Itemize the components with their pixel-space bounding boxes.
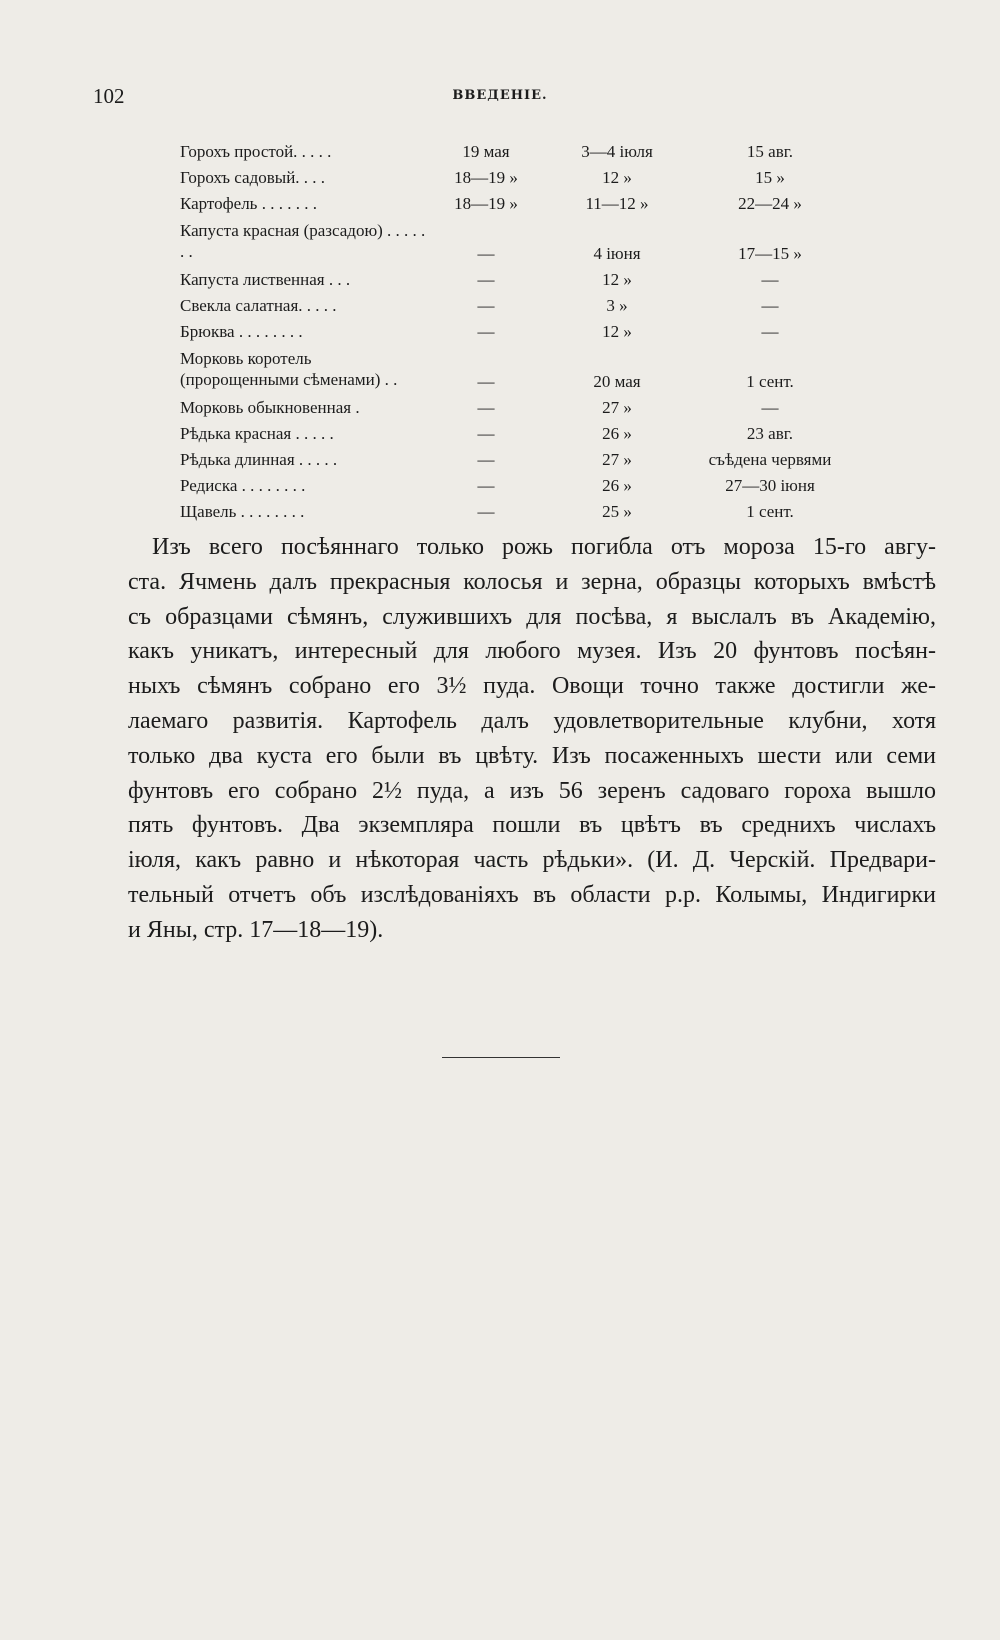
paragraph-line: лаемаго развитія. Картофель далъ удовлетворительные клубни, хотя xyxy=(128,707,936,734)
table-row xyxy=(180,288,848,314)
crop-name-text: Морковь обыкновенная . xyxy=(180,398,360,417)
table-row xyxy=(180,262,848,288)
paragraph-line: какъ уникатъ, интересный для любого музея. Изъ 20 фунтовъ посѣян- xyxy=(128,638,936,665)
sprouting-date xyxy=(542,314,692,340)
result-date-text: — xyxy=(761,270,779,289)
sprouting-date-text: 25 » xyxy=(602,502,632,521)
crop-name xyxy=(180,212,430,262)
result-date-text: 1 сент. xyxy=(746,372,794,391)
sprouting-date-text: 12 » xyxy=(602,270,632,289)
running-title: ВВЕДЕНІЕ. xyxy=(452,88,548,103)
result-date xyxy=(692,314,848,340)
crop-name-text: Капуста красная (разсадою) . . . . . . . xyxy=(180,220,426,261)
crop-name xyxy=(180,186,430,212)
crop-name-text: Брюква . . . . . . . . xyxy=(180,322,303,341)
crop-table-body xyxy=(180,134,848,520)
paragraph-line: съ образцами сѣмянъ, служившихъ для посѣва, я выслалъ въ Академію, xyxy=(128,603,936,630)
crop-name xyxy=(180,314,430,340)
sowing-date xyxy=(430,288,542,314)
table-row xyxy=(180,186,848,212)
sowing-date xyxy=(430,416,542,442)
result-date xyxy=(692,468,848,494)
result-date xyxy=(692,186,848,212)
result-date-text: 23 авг. xyxy=(746,424,794,443)
table-row xyxy=(180,390,848,416)
sowing-date xyxy=(430,160,542,186)
result-date xyxy=(692,494,848,520)
crop-name-text: Морковь коротель (пророщенными сѣменами) . . xyxy=(180,348,398,389)
paragraph-line: только два куста его были въ цвѣту. Изъ посаженныхъ шести или семи xyxy=(128,742,936,769)
page-header xyxy=(0,84,1000,114)
sowing-date xyxy=(430,262,542,288)
sprouting-date-text: 26 » xyxy=(602,424,632,443)
table-row xyxy=(180,212,848,262)
sowing-date xyxy=(430,390,542,416)
sowing-date-text: — xyxy=(477,450,495,469)
result-date-text: 22—24 » xyxy=(738,194,802,213)
sowing-date-text: — xyxy=(477,270,495,289)
sprouting-date-text: 26 » xyxy=(602,476,632,495)
result-date-text: 27—30 іюня xyxy=(725,476,815,495)
crop-name-text: Редиска . . . . . . . . xyxy=(180,476,306,495)
table-row xyxy=(180,442,848,468)
sowing-date-text: 18—19 » xyxy=(454,168,518,187)
sowing-date-text: — xyxy=(477,502,495,521)
sprouting-date-text: 11—12 » xyxy=(585,194,649,213)
result-date-text: 1 сент. xyxy=(746,502,794,521)
paragraph-line: пять фунтовъ. Два экземпляра пошли въ цвѣтъ въ среднихъ числахъ xyxy=(128,812,936,839)
sprouting-date-text: 3—4 іюля xyxy=(581,142,653,161)
crop-name xyxy=(180,416,430,442)
sowing-date-text: — xyxy=(477,476,495,495)
crop-name xyxy=(180,134,430,160)
sowing-date-text: — xyxy=(477,296,495,315)
sprouting-date-text: 3 » xyxy=(606,296,628,315)
sprouting-date xyxy=(542,134,692,160)
sprouting-date-text: 12 » xyxy=(602,168,632,187)
result-date-text: 15 » xyxy=(755,168,785,187)
result-date xyxy=(692,288,848,314)
page-number: 102 xyxy=(93,84,125,108)
crop-name-text: Рѣдька длинная . . . . . xyxy=(180,450,338,469)
paragraph-line: ста. Ячмень далъ прекрасныя колосья и зерна, образцы которыхъ вмѣстѣ xyxy=(128,568,936,595)
result-date xyxy=(692,160,848,186)
paragraph-line: іюля, какъ равно и нѣкоторая часть рѣдьки». (И. Д. Черскій. Предвари- xyxy=(128,847,936,874)
table-row xyxy=(180,134,848,160)
sprouting-date xyxy=(542,160,692,186)
table-row xyxy=(180,416,848,442)
paragraph-line: ныхъ сѣмянъ собрано его 3½ пуда. Овощи точно также достигли же- xyxy=(128,673,936,700)
sprouting-date-text: 4 іюня xyxy=(593,244,641,263)
crop-name xyxy=(180,288,430,314)
crop-name xyxy=(180,262,430,288)
sprouting-date xyxy=(542,416,692,442)
section-divider xyxy=(442,1057,560,1058)
sowing-date xyxy=(430,494,542,520)
result-date xyxy=(692,416,848,442)
crop-name-text: Свекла салатная. . . . . xyxy=(180,296,337,315)
crop-name-text: Рѣдька красная . . . . . xyxy=(180,424,334,443)
sowing-date xyxy=(430,134,542,160)
table-row xyxy=(180,468,848,494)
sowing-date-text: — xyxy=(477,398,495,417)
sowing-date xyxy=(430,212,542,262)
table-row xyxy=(180,494,848,520)
crop-name-text: Капуста лиственная . . . xyxy=(180,270,351,289)
crop-name xyxy=(180,442,430,468)
result-date xyxy=(692,212,848,262)
sowing-date-text: — xyxy=(477,244,495,263)
sprouting-date xyxy=(542,288,692,314)
crop-name xyxy=(180,390,430,416)
sowing-date xyxy=(430,442,542,468)
crop-name xyxy=(180,468,430,494)
result-date-text: — xyxy=(761,296,779,315)
paragraph-line: и Яны, стр. 17—18—19). xyxy=(128,916,384,943)
paragraph-line: тельный отчетъ объ изслѣдованіяхъ въ области р.р. Колымы, Индигирки xyxy=(128,881,936,908)
crop-name-text: Горохъ садовый. . . . xyxy=(180,168,326,187)
result-date xyxy=(692,390,848,416)
result-date-text: 15 авг. xyxy=(746,142,794,161)
sprouting-date xyxy=(542,494,692,520)
sprouting-date-text: 12 » xyxy=(602,322,632,341)
sprouting-date xyxy=(542,340,692,390)
crop-name xyxy=(180,340,430,390)
result-date xyxy=(692,442,848,468)
table-row xyxy=(180,160,848,186)
result-date-text: 17—15 » xyxy=(738,244,802,263)
sprouting-date-text: 27 » xyxy=(602,450,632,469)
sowing-date-text: — xyxy=(477,372,495,391)
sowing-date xyxy=(430,340,542,390)
sprouting-date-text: 27 » xyxy=(602,398,632,417)
sprouting-date xyxy=(542,186,692,212)
sowing-date xyxy=(430,468,542,494)
sprouting-date xyxy=(542,468,692,494)
crop-name-text: Горохъ простой. . . . . xyxy=(180,142,332,161)
result-date-text: съѣдена червями xyxy=(708,450,832,469)
table-row xyxy=(180,340,848,390)
sprouting-date xyxy=(542,390,692,416)
paragraph-line: Изъ всего посѣяннаго только рожь погибла отъ мороза 15-го авгу- xyxy=(152,534,936,560)
crop-name-text: Щавель . . . . . . . . xyxy=(180,502,305,521)
sowing-date-text: 19 мая xyxy=(462,142,510,161)
paragraph-line: фунтовъ его собрано 2½ пуда, а изъ 56 зеренъ садоваго гороха вышло xyxy=(128,777,936,804)
result-date-text: — xyxy=(761,398,779,417)
sowing-date-text: — xyxy=(477,424,495,443)
sprouting-date xyxy=(542,442,692,468)
sowing-date-text: — xyxy=(477,322,495,341)
sprouting-date xyxy=(542,262,692,288)
result-date-text: — xyxy=(761,322,779,341)
crop-table xyxy=(180,134,848,520)
crop-name xyxy=(180,494,430,520)
sprouting-date-text: 20 мая xyxy=(593,372,641,391)
sowing-date-text: 18—19 » xyxy=(454,194,518,213)
crop-name-text: Картофель . . . . . . . xyxy=(180,194,317,213)
quotation-paragraph xyxy=(128,530,936,948)
sowing-date xyxy=(430,314,542,340)
result-date xyxy=(692,262,848,288)
result-date xyxy=(692,340,848,390)
table-row xyxy=(180,314,848,340)
crop-name xyxy=(180,160,430,186)
result-date xyxy=(692,134,848,160)
sowing-date xyxy=(430,186,542,212)
sprouting-date xyxy=(542,212,692,262)
